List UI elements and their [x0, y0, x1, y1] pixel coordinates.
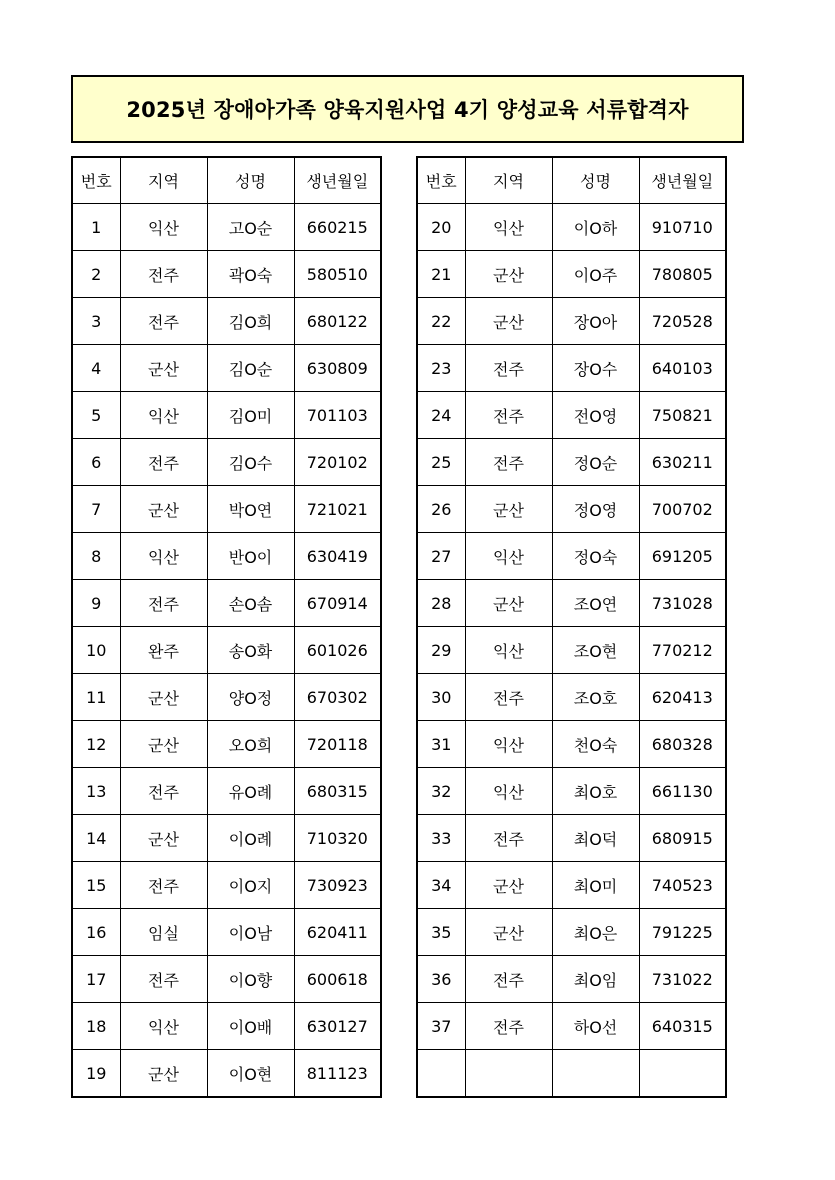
header-region: 지역 [120, 157, 207, 204]
region-cell: 전주 [120, 956, 207, 1003]
header-birth: 생년월일 [639, 157, 726, 204]
table-row [72, 345, 381, 392]
row-number-cell: 24 [417, 392, 465, 439]
row-number-cell: 19 [72, 1050, 120, 1098]
region-cell: 군산 [120, 1050, 207, 1098]
row-number-cell: 1 [72, 204, 120, 251]
name-cell [552, 1050, 639, 1098]
table-row [417, 392, 726, 439]
name-cell: 이O주 [552, 251, 639, 298]
name-cell: 최O미 [552, 862, 639, 909]
region-cell: 익산 [120, 204, 207, 251]
region-cell: 임실 [120, 909, 207, 956]
region-cell: 전주 [465, 956, 552, 1003]
name-cell: 반O이 [207, 533, 294, 580]
table-row [417, 439, 726, 486]
table-row [72, 956, 381, 1003]
table-row [72, 533, 381, 580]
region-cell: 익산 [465, 627, 552, 674]
birthdate-cell: 670914 [294, 580, 381, 627]
row-number-cell: 26 [417, 486, 465, 533]
birthdate-cell: 740523 [639, 862, 726, 909]
row-number-cell: 15 [72, 862, 120, 909]
region-cell: 전주 [120, 298, 207, 345]
row-number-cell: 29 [417, 627, 465, 674]
region-cell: 익산 [465, 533, 552, 580]
table-row [72, 580, 381, 627]
row-number-cell: 25 [417, 439, 465, 486]
header-name: 성명 [552, 157, 639, 204]
birthdate-cell: 661130 [639, 768, 726, 815]
header-row [72, 157, 381, 204]
region-cell: 전주 [120, 439, 207, 486]
table-row [72, 674, 381, 721]
region-cell: 군산 [465, 486, 552, 533]
table-row [417, 909, 726, 956]
table-row [72, 721, 381, 768]
row-number-cell: 5 [72, 392, 120, 439]
birthdate-cell: 720118 [294, 721, 381, 768]
name-cell: 최O은 [552, 909, 639, 956]
table-row [417, 862, 726, 909]
birthdate-cell: 620411 [294, 909, 381, 956]
birthdate-cell: 811123 [294, 1050, 381, 1098]
name-cell: 김O미 [207, 392, 294, 439]
table-row [72, 768, 381, 815]
region-cell: 익산 [120, 392, 207, 439]
row-number-cell: 21 [417, 251, 465, 298]
table-row [417, 627, 726, 674]
name-cell: 양O정 [207, 674, 294, 721]
region-cell: 군산 [120, 674, 207, 721]
row-number-cell: 31 [417, 721, 465, 768]
row-number-cell: 8 [72, 533, 120, 580]
row-number-cell [417, 1050, 465, 1098]
region-cell: 군산 [120, 815, 207, 862]
region-cell: 익산 [120, 1003, 207, 1050]
row-number-cell: 3 [72, 298, 120, 345]
region-cell: 전주 [465, 815, 552, 862]
name-cell: 이O례 [207, 815, 294, 862]
page-title: 2025년 장애아가족 양육지원사업 4기 양성교육 서류합격자 [126, 98, 689, 122]
table-row [417, 204, 726, 251]
header-name: 성명 [207, 157, 294, 204]
name-cell: 장O아 [552, 298, 639, 345]
table-row [72, 627, 381, 674]
region-cell: 군산 [465, 298, 552, 345]
row-number-cell: 22 [417, 298, 465, 345]
birthdate-cell: 620413 [639, 674, 726, 721]
name-cell: 전O영 [552, 392, 639, 439]
table-row [417, 721, 726, 768]
name-cell: 조O연 [552, 580, 639, 627]
row-number-cell: 4 [72, 345, 120, 392]
table-row [417, 768, 726, 815]
table-row [72, 1003, 381, 1050]
table-row [417, 486, 726, 533]
name-cell: 이O향 [207, 956, 294, 1003]
region-cell: 군산 [465, 251, 552, 298]
birthdate-cell: 680328 [639, 721, 726, 768]
name-cell: 손O솜 [207, 580, 294, 627]
name-cell: 이O지 [207, 862, 294, 909]
region-cell: 익산 [465, 204, 552, 251]
row-number-cell: 23 [417, 345, 465, 392]
birthdate-cell: 691205 [639, 533, 726, 580]
name-cell: 김O수 [207, 439, 294, 486]
row-number-cell: 18 [72, 1003, 120, 1050]
table-row [417, 1050, 726, 1098]
title-box [71, 75, 744, 143]
table-row [72, 204, 381, 251]
region-cell [465, 1050, 552, 1098]
table-row [417, 674, 726, 721]
birthdate-cell: 770212 [639, 627, 726, 674]
birthdate-cell: 640315 [639, 1003, 726, 1050]
name-cell: 이O현 [207, 1050, 294, 1098]
birthdate-cell: 720528 [639, 298, 726, 345]
name-cell: 김O희 [207, 298, 294, 345]
table-row [72, 486, 381, 533]
row-number-cell: 10 [72, 627, 120, 674]
birthdate-cell: 630809 [294, 345, 381, 392]
birthdate-cell: 721021 [294, 486, 381, 533]
row-number-cell: 32 [417, 768, 465, 815]
row-number-cell: 12 [72, 721, 120, 768]
table-row [417, 251, 726, 298]
birthdate-cell: 630419 [294, 533, 381, 580]
roster-table-right [416, 156, 727, 1098]
name-cell: 최O덕 [552, 815, 639, 862]
birthdate-cell [639, 1050, 726, 1098]
row-number-cell: 9 [72, 580, 120, 627]
table-row [417, 533, 726, 580]
birthdate-cell: 791225 [639, 909, 726, 956]
row-number-cell: 13 [72, 768, 120, 815]
name-cell: 하O선 [552, 1003, 639, 1050]
row-number-cell: 17 [72, 956, 120, 1003]
birthdate-cell: 910710 [639, 204, 726, 251]
birthdate-cell: 580510 [294, 251, 381, 298]
region-cell: 익산 [120, 533, 207, 580]
row-number-cell: 7 [72, 486, 120, 533]
name-cell: 이O하 [552, 204, 639, 251]
name-cell: 조O호 [552, 674, 639, 721]
name-cell: 이O남 [207, 909, 294, 956]
region-cell: 군산 [120, 345, 207, 392]
row-number-cell: 37 [417, 1003, 465, 1050]
birthdate-cell: 750821 [639, 392, 726, 439]
region-cell: 전주 [465, 392, 552, 439]
table-row [417, 815, 726, 862]
birthdate-cell: 601026 [294, 627, 381, 674]
birthdate-cell: 630127 [294, 1003, 381, 1050]
table-row [72, 909, 381, 956]
name-cell: 송O화 [207, 627, 294, 674]
roster-table-left [71, 156, 382, 1098]
name-cell: 정O순 [552, 439, 639, 486]
birthdate-cell: 680315 [294, 768, 381, 815]
name-cell: 이O배 [207, 1003, 294, 1050]
region-cell: 익산 [465, 768, 552, 815]
region-cell: 군산 [465, 580, 552, 627]
birthdate-cell: 700702 [639, 486, 726, 533]
birthdate-cell: 630211 [639, 439, 726, 486]
table-row [72, 815, 381, 862]
birthdate-cell: 780805 [639, 251, 726, 298]
row-number-cell: 30 [417, 674, 465, 721]
row-number-cell: 28 [417, 580, 465, 627]
table-row [417, 580, 726, 627]
birthdate-cell: 670302 [294, 674, 381, 721]
table-row [72, 251, 381, 298]
name-cell: 조O현 [552, 627, 639, 674]
birthdate-cell: 680915 [639, 815, 726, 862]
row-number-cell: 27 [417, 533, 465, 580]
table-row [417, 345, 726, 392]
birthdate-cell: 640103 [639, 345, 726, 392]
region-cell: 군산 [120, 486, 207, 533]
name-cell: 유O례 [207, 768, 294, 815]
row-number-cell: 36 [417, 956, 465, 1003]
region-cell: 익산 [465, 721, 552, 768]
region-cell: 전주 [465, 345, 552, 392]
name-cell: 장O수 [552, 345, 639, 392]
header-no: 번호 [72, 157, 120, 204]
row-number-cell: 2 [72, 251, 120, 298]
name-cell: 천O숙 [552, 721, 639, 768]
region-cell: 군산 [465, 909, 552, 956]
table-row [417, 956, 726, 1003]
table-row [72, 392, 381, 439]
name-cell: 김O순 [207, 345, 294, 392]
birthdate-cell: 731028 [639, 580, 726, 627]
row-number-cell: 20 [417, 204, 465, 251]
birthdate-cell: 701103 [294, 392, 381, 439]
name-cell: 고O순 [207, 204, 294, 251]
region-cell: 전주 [120, 862, 207, 909]
birthdate-cell: 730923 [294, 862, 381, 909]
region-cell: 전주 [120, 251, 207, 298]
table-row [72, 439, 381, 486]
name-cell: 오O희 [207, 721, 294, 768]
region-cell: 군산 [120, 721, 207, 768]
name-cell: 정O숙 [552, 533, 639, 580]
row-number-cell: 11 [72, 674, 120, 721]
row-number-cell: 35 [417, 909, 465, 956]
region-cell: 군산 [465, 862, 552, 909]
header-row [417, 157, 726, 204]
birthdate-cell: 710320 [294, 815, 381, 862]
row-number-cell: 33 [417, 815, 465, 862]
name-cell: 최O임 [552, 956, 639, 1003]
region-cell: 전주 [465, 674, 552, 721]
region-cell: 전주 [465, 439, 552, 486]
region-cell: 완주 [120, 627, 207, 674]
birthdate-cell: 600618 [294, 956, 381, 1003]
region-cell: 전주 [465, 1003, 552, 1050]
header-birth: 생년월일 [294, 157, 381, 204]
table-row [417, 298, 726, 345]
birthdate-cell: 720102 [294, 439, 381, 486]
name-cell: 박O연 [207, 486, 294, 533]
birthdate-cell: 680122 [294, 298, 381, 345]
row-number-cell: 34 [417, 862, 465, 909]
birthdate-cell: 660215 [294, 204, 381, 251]
region-cell: 전주 [120, 580, 207, 627]
table-row [72, 298, 381, 345]
row-number-cell: 14 [72, 815, 120, 862]
header-no: 번호 [417, 157, 465, 204]
row-number-cell: 6 [72, 439, 120, 486]
header-region: 지역 [465, 157, 552, 204]
table-row [417, 1003, 726, 1050]
table-row [72, 862, 381, 909]
birthdate-cell: 731022 [639, 956, 726, 1003]
name-cell: 정O영 [552, 486, 639, 533]
region-cell: 전주 [120, 768, 207, 815]
name-cell: 곽O숙 [207, 251, 294, 298]
row-number-cell: 16 [72, 909, 120, 956]
name-cell: 최O호 [552, 768, 639, 815]
table-row [72, 1050, 381, 1098]
